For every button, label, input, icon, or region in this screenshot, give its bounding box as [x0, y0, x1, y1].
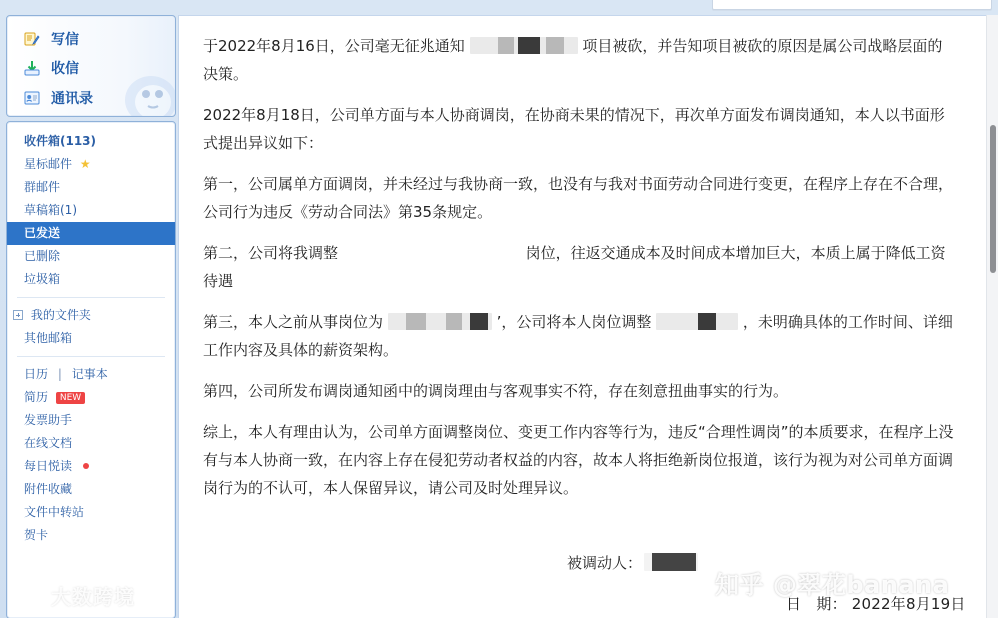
letter-content [178, 15, 988, 618]
nav-attachment-favorites[interactable] [7, 478, 175, 501]
nav-divider-1 [17, 297, 165, 298]
contacts-label: 通讯录 [51, 91, 93, 107]
paragraph-5-part-c: ，未明确具体的工作时间、详细工作内容及具体的薪资架构。 [203, 313, 953, 359]
write-button[interactable] [23, 27, 79, 51]
nav-sent[interactable] [7, 222, 175, 245]
nav-spam[interactable] [7, 268, 175, 291]
signature-label: 被调动人： [567, 554, 643, 572]
nav-my-folders[interactable] [7, 304, 175, 327]
inbox-button[interactable] [23, 56, 79, 80]
nav-daily-reading-label: 每日悦读 [24, 459, 73, 473]
nav-online-docs[interactable] [7, 432, 175, 455]
paragraph-3: 第一，公司属单方面调岗，并未经过与我协商一致，也没有与我对书面劳动合同进行变更，在程序上存在不合理，公司行为违反《劳动合同法》第35条规定。 [203, 175, 954, 221]
paragraph-5-part-b: ’，公司将本人岗位调整 [496, 313, 652, 331]
download-tray-icon [23, 59, 41, 77]
redaction-block [470, 37, 578, 54]
compose-panel [6, 15, 176, 117]
nav-file-transfer-label: 文件中转站 [24, 505, 85, 519]
left-watermark [17, 581, 135, 610]
letter-scrollbar[interactable] [986, 15, 998, 618]
redaction-block [656, 313, 738, 330]
nav-deleted-label: 已删除 [24, 249, 61, 263]
nav-my-folders-label: 我的文件夹 [30, 308, 91, 322]
nav-other-mailboxes[interactable] [7, 327, 175, 350]
date-value: 2022年8月19日 [851, 595, 966, 613]
paragraph-1-part-a: 于2022年8月16日，公司毫无征兆通知 [203, 37, 465, 55]
nav-calendar-notes [7, 363, 175, 386]
nav-invoice-helper[interactable] [7, 409, 175, 432]
date-line [786, 593, 966, 614]
nav-other-mailboxes-label: 其他邮箱 [24, 331, 73, 345]
paragraph-5 [203, 308, 957, 364]
inbox-label: 收信 [51, 61, 79, 77]
nav-group-mail-label: 群邮件 [24, 180, 61, 194]
paragraph-4-part-b: 岗位，往返交通成本及时间成本增加巨大，本质上属于降低工资待遇 [203, 244, 946, 290]
nav-online-docs-label: 在线文档 [24, 436, 73, 450]
contacts-button[interactable] [23, 86, 93, 110]
paragraph-4 [203, 239, 957, 295]
nav-group-mail[interactable] [7, 176, 175, 199]
nav-notes[interactable]: 记事本 [71, 367, 108, 381]
top-search-strip[interactable] [712, 0, 992, 10]
sidebar [6, 15, 176, 615]
signature-redaction [644, 553, 698, 571]
letter-text [203, 32, 957, 515]
nav-daily-reading[interactable] [7, 455, 175, 478]
nav-deleted[interactable] [7, 245, 175, 268]
star-icon: ★ [79, 157, 91, 171]
signature-line [567, 552, 698, 573]
paragraph-6: 第四，公司所发布调岗通知函中的调岗理由与客观事实不符，存在刻意扭曲事实的行为。 [203, 382, 789, 400]
nav-inbox[interactable] [7, 130, 175, 153]
navigation-panel [6, 121, 176, 618]
nav-resume[interactable] [7, 386, 175, 409]
left-watermark-text: 大数跨境 [51, 585, 135, 609]
red-dot-icon [83, 463, 89, 469]
paragraph-1 [203, 32, 957, 88]
nav-drafts[interactable] [7, 199, 175, 222]
nav-drafts-label: 草稿箱(1) [24, 203, 77, 217]
nav-attachment-favorites-label: 附件收藏 [24, 482, 73, 496]
zhihu-watermark: 知乎 @翠花banana [715, 571, 950, 599]
qq-penguin-icon [107, 60, 176, 117]
folder-list [7, 130, 175, 547]
nav-spam-label: 垃圾箱 [24, 272, 61, 286]
nav-invoice-helper-label: 发票助手 [24, 413, 73, 427]
date-label: 日 期： [786, 595, 847, 613]
write-label: 写信 [51, 32, 79, 48]
nav-file-transfer[interactable] [7, 501, 175, 524]
watermark-logo-icon [17, 583, 45, 608]
nav-greeting-cards[interactable] [7, 524, 175, 547]
nav-divider-2 [17, 356, 165, 357]
nav-sent-label: 已发送 [24, 226, 61, 240]
redaction-block [343, 244, 521, 261]
nav-starred[interactable] [7, 153, 175, 176]
paragraph-7: 综上，本人有理由认为，公司单方面调整岗位、变更工作内容等行为，违反“合理性调岗”的本质要求，在程序上没有与本人协商一致，在内容上存在侵犯劳动者权益的内容，故本人将拒绝新岗位报道，该行为视为对公司单方面调岗行为的不认可，本人保留异议，请公司及时处理异议。 [203, 423, 954, 497]
nav-separator: | [57, 367, 62, 381]
nav-calendar[interactable]: 日历 [24, 367, 49, 381]
plus-box-icon[interactable] [13, 310, 23, 320]
nav-inbox-label: 收件箱(113) [24, 134, 97, 148]
scrollbar-thumb[interactable] [990, 125, 996, 273]
nav-starred-label: 星标邮件 [24, 157, 73, 171]
redaction-block [388, 313, 492, 330]
nav-greeting-cards-label: 贺卡 [24, 528, 49, 542]
pencil-note-icon [23, 30, 41, 48]
new-badge: NEW [56, 392, 85, 404]
paragraph-1-part-b: 项目被砍，并告知项目被砍的原因是属公司战略层面的决策。 [203, 37, 943, 83]
paragraph-2: 2022年8月18日，公司单方面与本人协商调岗，在协商未果的情况下，再次单方面发布调岗通知，本人以书面形式提出异议如下： [203, 106, 945, 152]
paragraph-4-part-a: 第二，公司将我调整 [203, 244, 339, 262]
nav-resume-label: 简历 [24, 390, 49, 404]
paragraph-5-part-a: 第三，本人之前从事岗位为 [203, 313, 384, 331]
contact-card-icon [23, 89, 41, 107]
